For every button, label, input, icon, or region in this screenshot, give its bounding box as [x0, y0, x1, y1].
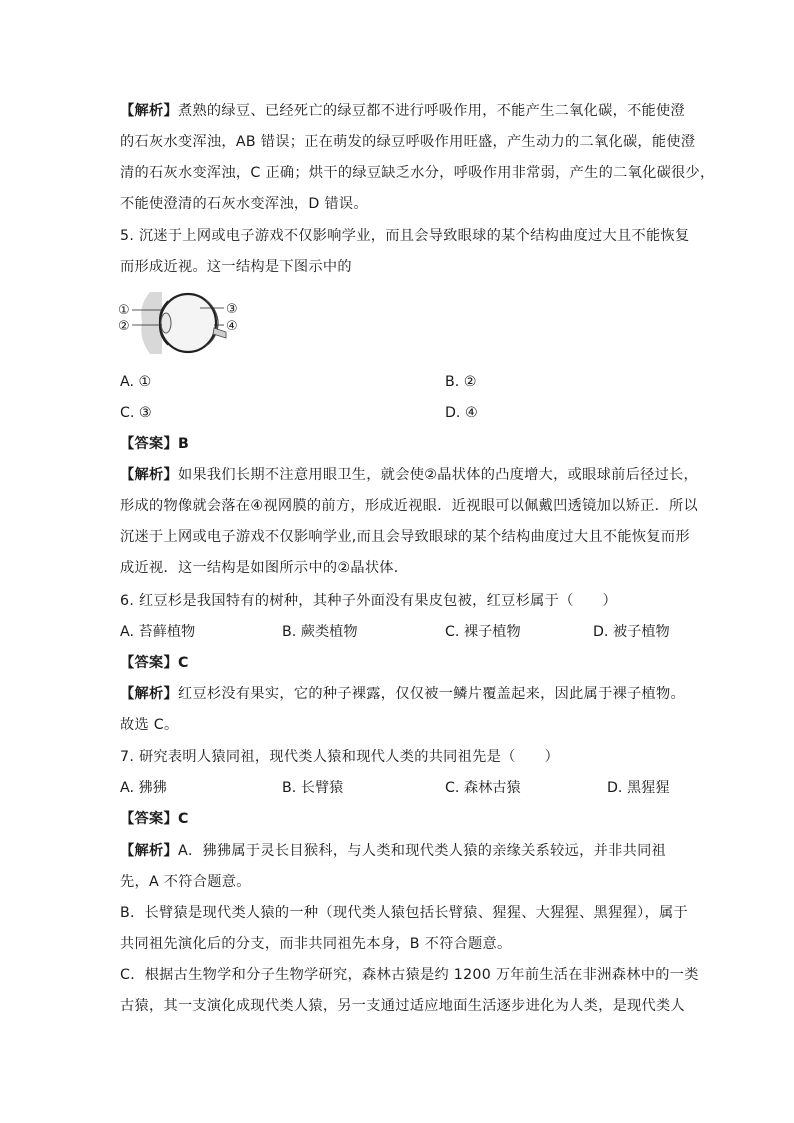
q5-option-a: A. ① — [120, 374, 152, 390]
fig-label-3: ③ — [226, 302, 238, 317]
q7-option-b: B. 长臂猿 — [282, 780, 344, 796]
q7-option-d: D. 黑猩猩 — [607, 780, 670, 796]
q5-stem-line-2: 而形成近视。这一结构是下图示中的 — [120, 259, 352, 275]
q6-option-b: B. 蕨类植物 — [282, 624, 358, 640]
q7-answer: 【答案】C — [120, 811, 189, 827]
fig-label-2: ② — [118, 319, 130, 334]
q4-analysis-line-3: 清的石灰水变浑浊，C 正确；烘干的绿豆缺乏水分，呼吸作用非常弱，产生的二氧化碳很少， — [120, 165, 715, 181]
q5-analysis-line-2: 形成的物像就会落在④视网膜的前方，形成近视眼．近视眼可以佩戴凹透镜加以矫正．所以 — [120, 498, 699, 514]
eye-shadow — [141, 292, 162, 354]
q7-analysis-line-6: 古猿，其一支演化成现代类人猿，另一支通过适应地面生活逐步进化为人类，是现代类人 — [120, 998, 686, 1014]
q5-analysis-tag: 【解析】 — [120, 467, 178, 483]
q6-answer: 【答案】C — [120, 655, 189, 671]
q4-analysis-line-4: 不能使澄清的石灰水变浑浊，D 错误。 — [120, 196, 368, 212]
q6-analysis-line-2: 故选 C。 — [120, 717, 179, 733]
q6-analysis-tag: 【解析】 — [120, 686, 178, 702]
q6-option-a: A. 苔藓植物 — [120, 624, 196, 640]
q7-analysis-tag: 【解析】 — [120, 843, 178, 859]
q5-stem-line-1: 5. 沉迷于上网或电子游戏不仅影响学业，而且会导致眼球的某个结构曲度过大且不能恢复 — [120, 228, 690, 244]
q7-analysis-line-5: C．根据古生物学和分子生物学研究，森林古猿是约 1200 万年前生活在非洲森林中的一类 — [120, 967, 699, 983]
lens-shape — [161, 313, 171, 333]
q5-analysis-line-3: 沉迷于上网或电子游戏不仅影响学业,而且会导致眼球的某个结构曲度过大且不能恢复而形 — [120, 529, 690, 545]
q5-option-b: B. ② — [445, 374, 477, 390]
q4-analysis-line-1: 【解析】煮熟的绿豆、已经死亡的绿豆都不进行呼吸作用，不能产生二氧化碳，不能使澄 — [120, 103, 686, 119]
q5-analysis-line-1: 【解析】如果我们长期不注意用眼卫生，就会使②晶状体的凸度增大，或眼球前后径过长， — [120, 467, 699, 483]
eyeball-diagram — [116, 288, 246, 358]
q7-option-c: C. 森林古猿 — [445, 780, 521, 796]
q6-option-c: C. 裸子植物 — [445, 624, 521, 640]
q7-analysis-line-1: 【解析】A．狒狒属于灵长目猴科，与人类和现代类人猿的亲缘关系较远，并非共同祖 — [120, 843, 667, 859]
q6-stem: 6. 红豆杉是我国特有的树种，其种子外面没有果皮包被，红豆杉属于（ ） — [120, 593, 618, 609]
q5-answer: 【答案】B — [120, 436, 190, 452]
q6-analysis-line-1: 【解析】红豆杉没有果实，它的种子裸露，仅仅被一鳞片覆盖起来，因此属于裸子植物。 — [120, 686, 686, 702]
q5-option-d: D. ④ — [445, 405, 478, 421]
fig-label-1: ① — [118, 303, 130, 318]
q7-analysis-line-4: 共同祖先演化后的分支，而非共同祖先本身，B 不符合题意。 — [120, 936, 512, 952]
q4-analysis-line-2: 的石灰水变浑浊，AB 错误；正在萌发的绿豆呼吸作用旺盛，产生动力的二氧化碳，能使澄 — [120, 134, 696, 150]
q7-stem: 7. 研究表明人猿同祖，现代类人猿和现代人类的共同祖先是（ ） — [120, 749, 560, 765]
q6-option-d: D. 被子植物 — [593, 624, 670, 640]
q4-analysis-tag: 【解析】 — [120, 103, 178, 119]
q5-option-c: C. ③ — [120, 405, 152, 421]
q7-analysis-line-2: 先，A 不符合题意。 — [120, 874, 251, 890]
q7-option-a: A. 狒狒 — [120, 780, 167, 796]
fig-label-4: ④ — [226, 319, 238, 334]
q5-analysis-line-4: 成近视．这一结构是如图所示中的②晶状体． — [120, 560, 409, 576]
q7-analysis-line-3: B．长臂猿是现代类人猿的一种（现代类人猿包括长臂猿、猩猩、大猩猩、黑猩猩），属于 — [120, 905, 688, 921]
